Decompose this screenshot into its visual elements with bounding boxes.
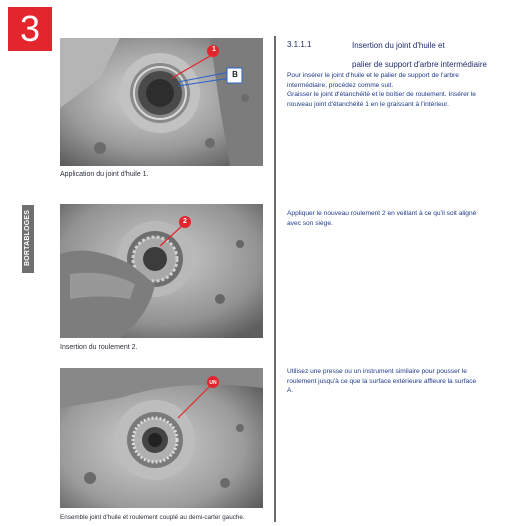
section-title-line-2: palier de support d'arbre intermédiaire [352, 60, 487, 69]
callout-label-1: 1 [212, 46, 216, 53]
chapter-number: 3 [19, 8, 41, 49]
section-title-line-1: Insertion du joint d'huile et [352, 41, 445, 50]
paragraph-2 [287, 209, 497, 228]
side-label: BORTABLOGES [24, 209, 31, 266]
column-divider [274, 36, 276, 522]
callout-label-2: 2 [183, 218, 187, 225]
callout-label-3: UN [209, 380, 217, 386]
symbol-label: B [232, 70, 238, 79]
paragraph-3-line-1: Utilisez une presse ou un instrument similaire pour pousser le [287, 368, 467, 375]
paragraph-3-line-3: A. [287, 387, 294, 395]
paragraph-2-line-1: Appliquer le nouveau roulement 2 en veillant à ce qu'il soit aligné [287, 210, 477, 217]
section-title [352, 36, 502, 74]
paragraph-1-line-3: Graisser le joint d'étanchéité et le boîtier de roulement. Insérer le [287, 91, 476, 99]
paragraph-1 [287, 71, 497, 109]
paragraph-3-line-2: roulement jusqu'à ce que la surface extérieure affleure la surface [287, 377, 477, 385]
section-number: 3.1.1.1 [287, 40, 312, 49]
chapter-tab [8, 7, 52, 51]
figure-1-photo [60, 38, 263, 166]
figure-3-photo [60, 368, 263, 508]
figure-3-caption: Ensemble joint d'huile et roulement couplé au demi-carter gauche. [60, 514, 245, 521]
figure-1-caption: Application du joint d'huile 1. [60, 171, 149, 178]
paragraph-2-line-2: avec son siège. [287, 219, 333, 227]
paragraph-1-line-4: nouveau joint d'étanchéité 1 en le graissant à l'intérieur. [287, 100, 449, 108]
paragraph-1-line-2: intermédiaire, procédez comme suit. [287, 81, 394, 89]
figure-2-photo [60, 204, 263, 338]
paragraph-3 [287, 367, 497, 396]
paragraph-1-line-1: Pour insérer le joint d'huile et le palier de support de l'arbre [287, 72, 459, 79]
figure-2-caption: Insertion du roulement 2. [60, 344, 138, 351]
